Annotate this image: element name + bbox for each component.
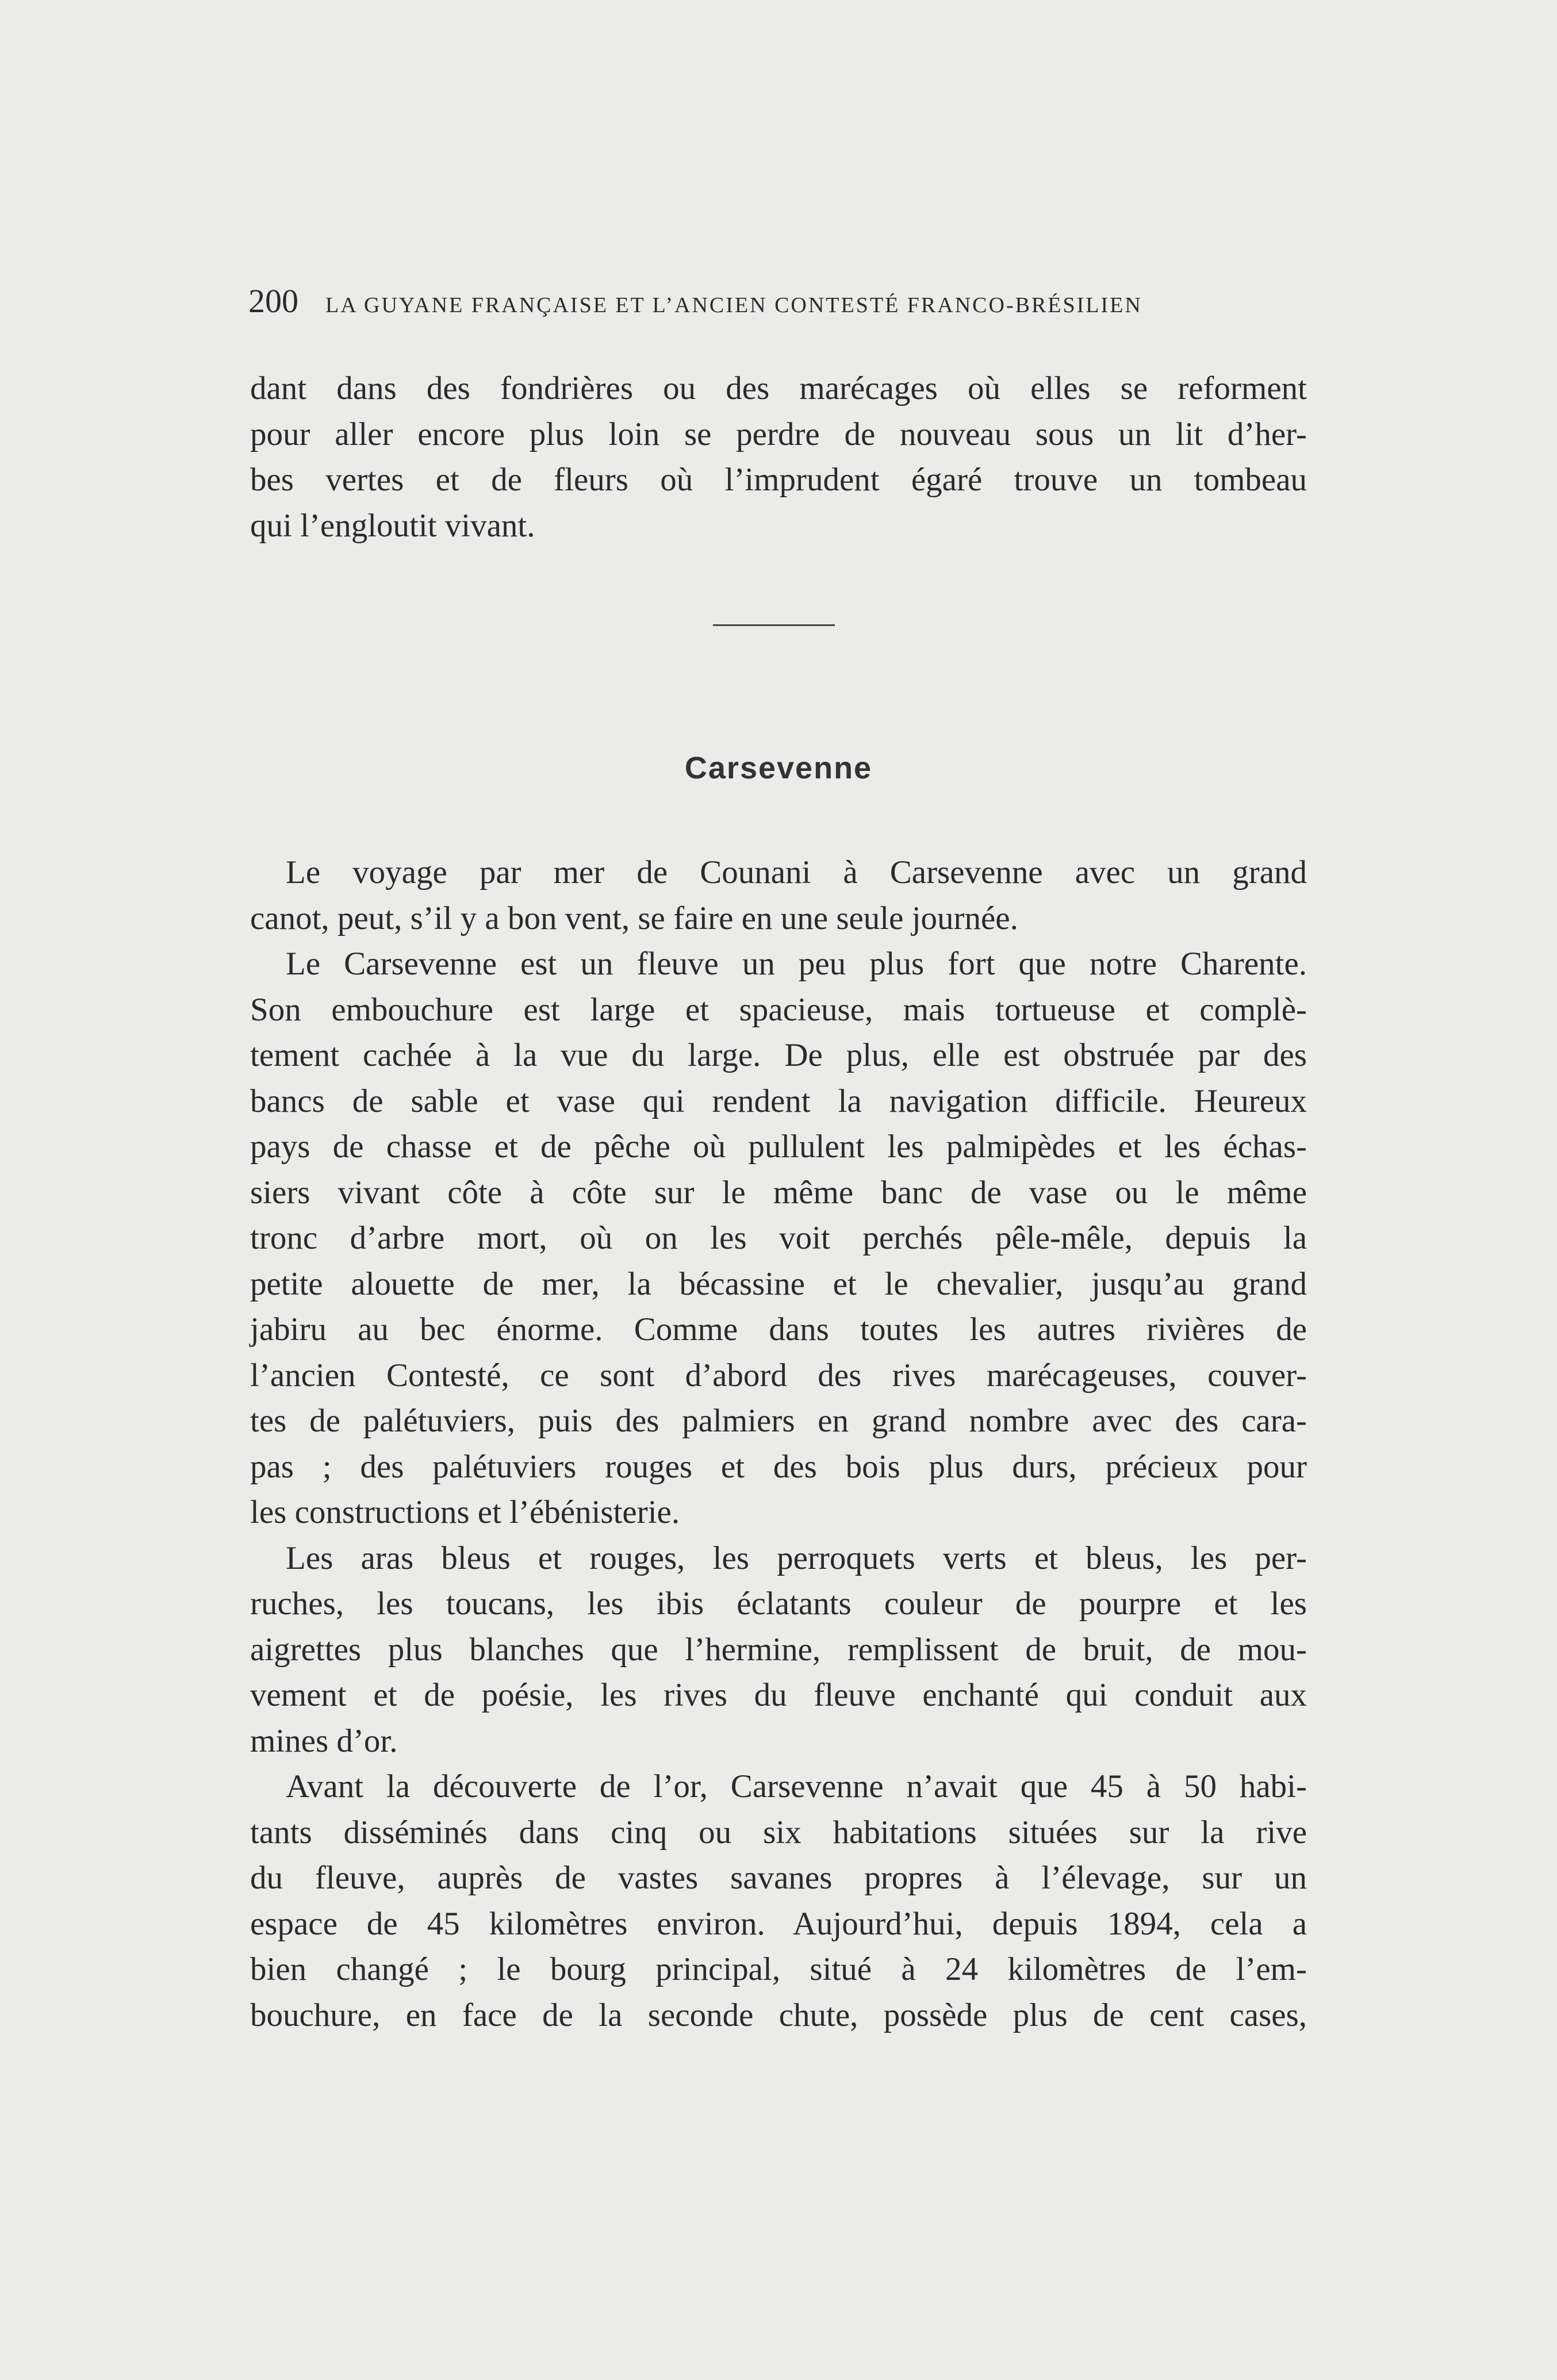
text-line: siers vivant côte à côte sur le même banc de vase ou le même [250,1174,1307,1211]
text-line: espace de 45 kilomètres environ. Aujourd’hui, depuis 1894, cela a [250,1905,1307,1942]
text-line: bes vertes et de fleurs où l’imprudent égaré trouve un tombeau [250,462,1307,498]
text-line: pays de chasse et de pêche où pullulent les palmipèdes et les échas- [250,1128,1307,1165]
text-line: mines d’or. [250,1722,398,1759]
running-title: LA GUYANE FRANÇAISE ET L’ANCIEN CONTESTÉ FRANCO-BRÉSILIEN [325,293,1142,317]
text-line: tants disséminés dans cinq ou six habitations situées sur la rive [250,1814,1307,1851]
text-line: Avant la découverte de l’or, Carsevenne n’avait que 45 à 50 habi- [286,1768,1307,1805]
text-line: petite alouette de mer, la bécassine et le chevalier, jusqu’au grand [250,1265,1307,1302]
text-line: pour aller encore plus loin se perdre de nouveau sous un lit d’her- [250,416,1307,452]
text-line: qui l’engloutit vivant. [250,507,535,544]
text-line: aigrettes plus blanches que l’hermine, remplissent de bruit, de mou- [250,1631,1307,1668]
text-line: pas ; des palétuviers rouges et des bois plus durs, précieux pour [250,1448,1307,1485]
running-header [248,282,1260,320]
text-line: bancs de sable et vase qui rendent la navigation difficile. Heureux [250,1082,1307,1119]
text-line: tes de palétuviers, puis des palmiers en grand nombre avec des cara- [250,1403,1307,1439]
section-body [250,850,1307,2038]
text-line: jabiru au bec énorme. Comme dans toutes les autres rivières de [250,1311,1307,1348]
text-line: ruches, les toucans, les ibis éclatants couleur de pourpre et les [250,1586,1307,1622]
text-line: Le Carsevenne est un fleuve un peu plus fort que notre Charente. [286,946,1307,982]
text-line: bouchure, en face de la seconde chute, possède plus de cent cases, [250,1997,1307,2033]
section-divider [713,624,835,626]
text-line: Son embouchure est large et spacieuse, mais tortueuse et complè- [250,991,1307,1028]
text-line: Les aras bleus et rouges, les perroquets verts et bleus, les per- [286,1540,1307,1576]
text-line: les constructions et l’ébénisterie. [250,1494,680,1530]
paragraph-continued [250,366,1307,548]
text-line: tronc d’arbre mort, où on les voit perchés pêle-mêle, depuis la [250,1220,1307,1256]
text-line: bien changé ; le bourg principal, situé à 24 kilomètres de l’em- [250,1951,1307,1987]
text-line: canot, peut, s’il y a bon vent, se faire en une seule journée. [250,900,1018,936]
text-line: dant dans des fondrières ou des marécages où elles se reforment [250,370,1307,406]
text-line: vement et de poésie, les rives du fleuve enchanté qui conduit aux [250,1677,1307,1713]
text-line: l’ancien Contesté, ce sont d’abord des rives marécageuses, couver- [250,1357,1307,1394]
text-line: tement cachée à la vue du large. De plus, elle est obstruée par des [250,1037,1307,1073]
text-line: Le voyage par mer de Counani à Carsevenne avec un grand [286,854,1307,890]
page-number: 200 [248,282,298,320]
text-line: du fleuve, auprès de vastes savanes propres à l’élevage, sur un [250,1860,1307,1896]
section-title: Carsevenne [684,751,873,785]
